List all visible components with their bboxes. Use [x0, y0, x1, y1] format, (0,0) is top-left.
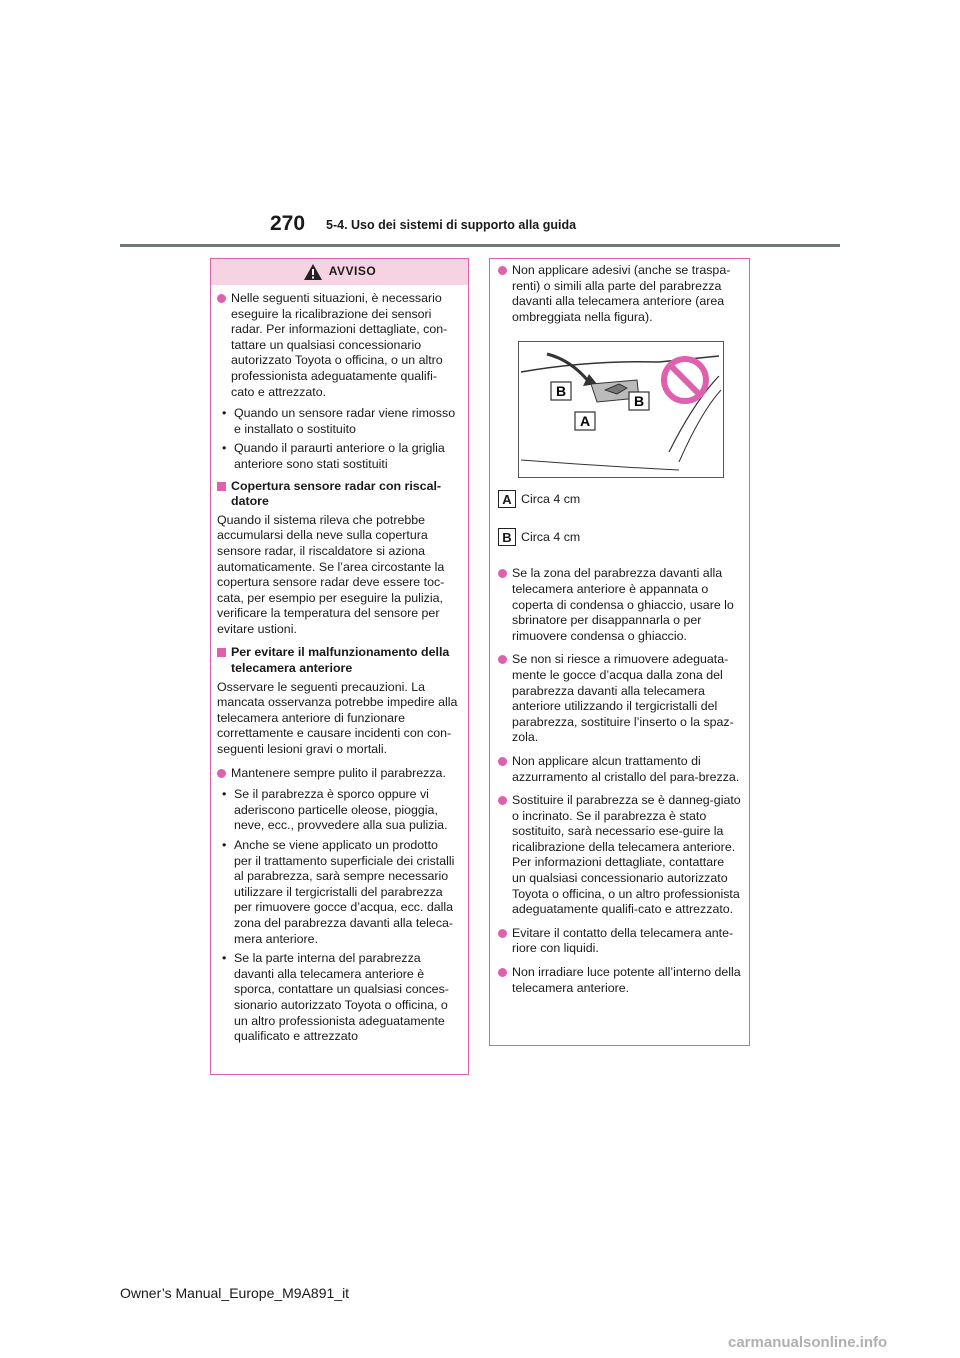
heading-camera-malfunction: Per evitare il malfunzionamento della telecamera anteriore [217, 645, 458, 676]
bullet-wiper-replace: Se non si riesce a rimuovere adeguata-mente le gocce d’acqua dalla zona del parabrezza davanti alla telecamera anteriore utilizzando il tergicristalli del parabrezza, sostituire l’inserto o la spaz-zola. [498, 652, 741, 746]
label-a-box: A [498, 490, 516, 508]
bullet-no-strong-light: Non irradiare luce potente all’interno della telecamera anteriore. [498, 965, 741, 996]
sub-bumper-replaced: • Quando il paraurti anteriore o la griglia anteriore sono stati sostituiti [217, 441, 458, 472]
section-title: 5-4. Uso dei sistemi di supporto alla guida [326, 218, 577, 232]
label-b-text: Circa 4 cm [521, 529, 581, 544]
heading-radar-heater: Copertura sensore radar con riscal-datore [217, 479, 458, 510]
page-number: 270 [270, 212, 306, 235]
bullet-replace-windshield: Sostituire il parabrezza se è danneg-giato o incrinato. Se il parabrezza è stato sostituito, sarà necessario ese-guire la ricalibrazione della telecamera anteriore. Per informazioni dettagliate, contattare un qualsiasi concessionario autorizzato Toyota o officina, o un altro professionista adeguatamente qualifi-cato e attrezzato. [498, 793, 741, 918]
fig-label-b-left: B [555, 383, 567, 400]
warning-box [210, 258, 469, 1075]
warning-box-continued [489, 258, 750, 1046]
bullet-defroster: Se la zona del parabrezza davanti alla telecamera anteriore è appannata o coperta di condensa o ghiaccio, usare lo sbrinatore per disappannarla o per rimuovere condensa o ghiaccio. [498, 566, 741, 644]
watermark: carmanualsonline.info [728, 1334, 888, 1351]
paragraph-radar-heater: Quando il sistema rileva che potrebbe accumularsi della neve sulla copertura sensore radar, il riscaldatore si aziona automaticamente. Se l’area circostante la copertura sensore radar deve essere toc-cata, per esempio per eseguire la pulizia, verificare la temperatura del sensore per evitare ustioni. [217, 512, 445, 636]
sub-dirty-windshield: • Se il parabrezza è sporco oppure vi aderiscono particelle oleose, pioggia, neve, ecc., provvedere alla sua pulizia. [217, 787, 458, 834]
label-b-row [498, 528, 741, 546]
bullet-no-tint: Non applicare alcun trattamento di azzurramento al cristallo del para-brezza. [498, 754, 741, 785]
label-a-text: Circa 4 cm [521, 491, 581, 506]
sub-surface-treatment: • Anche se viene applicato un prodotto per il trattamento superficiale dei cristalli al parabrezza, sarà sempre necessario utilizzare il tergicristalli del parabrezza per rimuovere gocce d’acqua, ecc. dalla zona del parabrezza davanti alla teleca-mera anteriore. [217, 838, 458, 947]
footer-doc-id: Owner’s Manual_Europe_M9A891_it [120, 1285, 350, 1301]
bullet-no-liquids: Evitare il contatto della telecamera ante-riore con liquidi. [498, 926, 741, 957]
label-a-row [498, 490, 741, 508]
warning-triangle-icon [303, 263, 323, 281]
warning-label: AVVISO [328, 264, 377, 279]
fig-label-b-right: B [633, 393, 645, 410]
sub-inner-dirty: • Se la parte interna del parabrezza davanti alla telecamera anteriore è sporca, contattare un qualsiasi conces-sionario autorizzato Toyota o officina, o un altro professionista adeguatamente qualificato e attrezzato [217, 951, 458, 1045]
warning-header [211, 259, 468, 285]
fig-label-a: A [579, 413, 591, 430]
prohibited-icon [664, 359, 706, 401]
bullet-no-stickers: Non applicare adesivi (anche se traspa-renti) o simili alla parte del parabrezza davanti alla telecamera anteriore (area ombreggiata nella figura). [498, 263, 741, 325]
label-b-box: B [498, 528, 516, 546]
sub-radar-removed: • Quando un sensore radar viene rimosso e installato o sostituito [217, 406, 458, 437]
windshield-illustration [519, 342, 723, 477]
paragraph-camera-precautions: Osservare le seguenti precauzioni. La mancata osservanza potrebbe impedire alla telecamera anteriore di funzionare correttamente e causare incidenti con con-seguenti lesioni gravi o mortali. [217, 679, 458, 757]
bullet-clean-windshield: Mantenere sempre pulito il parabrezza. [217, 766, 458, 782]
header-rule [120, 244, 840, 247]
bullet-recalibration-radar: Nelle seguenti situazioni, è necessario eseguire la ricalibrazione dei sensori radar. Per informazioni dettagliate, con-tattare un qualsiasi concessionario autorizzato Toyota o officina, o un altro professionista adeguatamente qualifi-cato e attrezzato. [217, 291, 458, 400]
windshield-figure [518, 341, 724, 478]
